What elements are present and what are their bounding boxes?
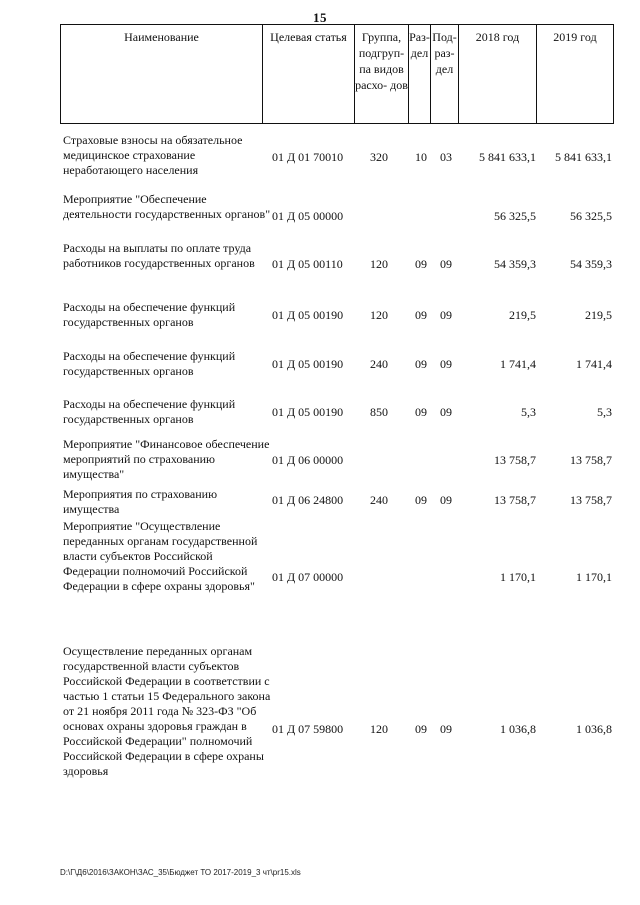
row-target: 01 Д 07 59800 (272, 722, 344, 736)
header-year-2018: 2018 год (459, 25, 537, 123)
row-value-2018: 5 841 633,1 (479, 150, 536, 164)
row-value-2018: 5,3 (521, 405, 536, 419)
header-target: Целевая статья (263, 25, 355, 123)
row-target: 01 Д 05 00000 (272, 209, 344, 223)
row-target: 01 Д 07 00000 (272, 570, 344, 584)
row-subsection: 09 (440, 722, 452, 736)
row-group: 120 (370, 722, 388, 736)
row-value-2018: 56 325,5 (494, 209, 536, 223)
row-section: 09 (415, 493, 427, 507)
row-target: 01 Д 06 24800 (272, 493, 344, 507)
row-value-2019: 1 741,4 (576, 357, 612, 371)
row-name: Мероприятия по страхованию имущества (63, 487, 218, 516)
row-target: 01 Д 05 00190 (272, 405, 344, 419)
table-header (60, 24, 614, 124)
row-group: 850 (370, 405, 388, 419)
row-value-2018: 1 036,8 (500, 722, 536, 736)
row-subsection: 09 (440, 357, 452, 371)
row-group: 120 (370, 308, 388, 322)
header-section: Раз- дел (409, 25, 431, 123)
row-value-2019: 1 036,8 (576, 722, 612, 736)
row-section: 09 (415, 357, 427, 371)
row-subsection: 09 (440, 308, 452, 322)
row-subsection: 03 (440, 150, 452, 164)
row-name: Мероприятие "Осуществление переданных органам государственной власти субъектов Российской Федерации полномочий Российской Федерации в сфере охраны здоровья" (63, 519, 258, 593)
row-section: 09 (415, 308, 427, 322)
row-name: Мероприятие "Финансовое обеспечение мероприятий по страхованию имущества" (63, 437, 270, 481)
row-value-2018: 54 359,3 (494, 257, 536, 271)
row-value-2019: 56 325,5 (570, 209, 612, 223)
row-name: Страховые взносы на обязательное медицинское страхование неработающего населения (63, 133, 243, 177)
row-name: Расходы на обеспечение функций государственных органов (63, 349, 236, 378)
row-target: 01 Д 06 00000 (272, 453, 344, 467)
row-value-2019: 13 758,7 (570, 453, 612, 467)
row-subsection: 09 (440, 405, 452, 419)
header-group: Группа, подгруп- па видов расхо- дов (355, 25, 409, 123)
row-value-2018: 1 741,4 (500, 357, 536, 371)
page-number: 15 (313, 10, 327, 25)
row-group: 120 (370, 257, 388, 271)
row-value-2018: 219,5 (509, 308, 536, 322)
row-group: 320 (370, 150, 388, 164)
row-section: 09 (415, 722, 427, 736)
row-section: 10 (415, 150, 427, 164)
row-name: Осуществление переданных органам государственной власти субъектов Российской Федерации в соответствии с частью 1 статьи 15 Федерального закона от 21 ноября 2011 года № 323-ФЗ "Об основах охраны здоровья граждан в Российской Федерации" полномочий Российской Федерации в сфере охраны здоровья (63, 644, 271, 778)
header-subsection: Под- раз- дел (431, 25, 459, 123)
row-section: 09 (415, 405, 427, 419)
row-group: 240 (370, 357, 388, 371)
row-value-2019: 5,3 (597, 405, 612, 419)
row-target: 01 Д 01 70010 (272, 150, 344, 164)
row-group: 240 (370, 493, 388, 507)
row-value-2018: 1 170,1 (500, 570, 536, 584)
row-subsection: 09 (440, 493, 452, 507)
row-name: Расходы на выплаты по оплате труда работников государственных органов (63, 241, 255, 270)
header-year-2019: 2019 год (553, 30, 597, 44)
row-name: Расходы на обеспечение функций государственных органов (63, 397, 236, 426)
row-section: 09 (415, 257, 427, 271)
row-value-2019: 5 841 633,1 (555, 150, 612, 164)
row-subsection: 09 (440, 257, 452, 271)
row-target: 01 Д 05 00110 (272, 257, 343, 271)
row-value-2018: 13 758,7 (494, 453, 536, 467)
row-name: Мероприятие "Обеспечение деятельности государственных органов" (63, 192, 271, 221)
row-name: Расходы на обеспечение функций государственных органов (63, 300, 236, 329)
header-name: Наименование (61, 25, 263, 123)
row-value-2019: 13 758,7 (570, 493, 612, 507)
row-value-2019: 54 359,3 (570, 257, 612, 271)
row-target: 01 Д 05 00190 (272, 308, 344, 322)
row-value-2019: 1 170,1 (576, 570, 612, 584)
row-value-2018: 13 758,7 (494, 493, 536, 507)
file-path-footer: D:\Г\Д6\2016\ЗАКОН\ЗАС_35\Бюджет ТО 2017-2019_3 чт\pr15.xls (60, 868, 301, 877)
row-target: 01 Д 05 00190 (272, 357, 344, 371)
row-value-2019: 219,5 (585, 308, 612, 322)
